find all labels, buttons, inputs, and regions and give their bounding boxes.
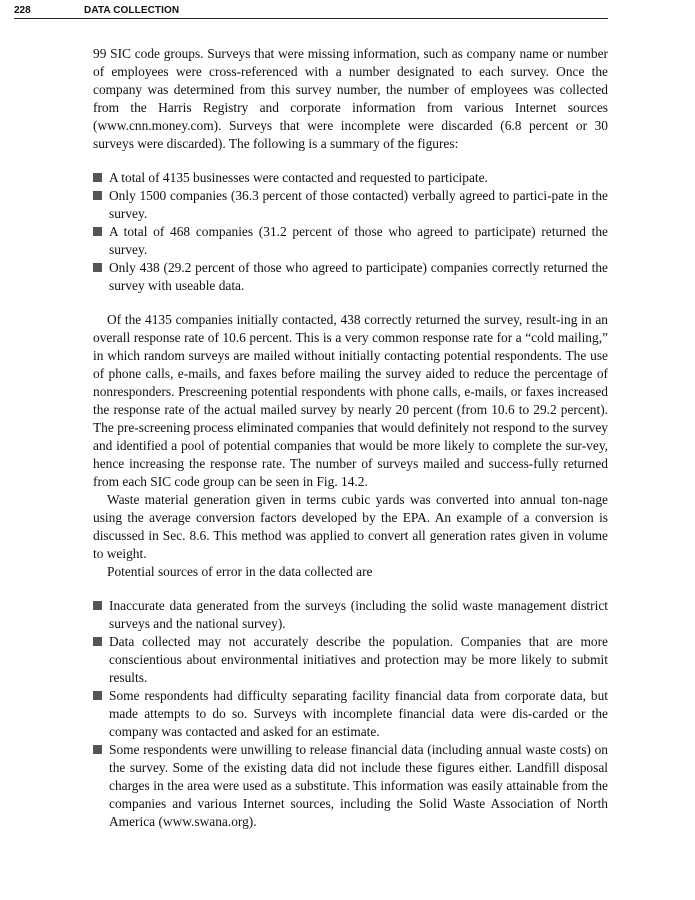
bullet-square-icon: [93, 263, 102, 272]
section-title: DATA COLLECTION: [84, 5, 180, 16]
paragraph-error-intro: Potential sources of error in the data collected are: [107, 564, 373, 579]
list-item: Inaccurate data generated from the surveys (including the solid waste management district surveys and the national survey).: [93, 597, 608, 633]
paragraph-conversion: Waste material generation given in terms cubic yards was converted into annual ton-nage using the average conversion factors developed by the EPA. An example of a conversion is discussed in Sec. 8.6. This method was applied to convert all generation rates given in volume to weight.: [93, 492, 608, 561]
list-item: A total of 4135 businesses were contacted and requested to participate.: [93, 169, 608, 187]
bullet-square-icon: [93, 227, 102, 236]
list-item: Only 1500 companies (36.3 percent of those contacted) verbally agreed to partici-pate in the survey.: [93, 187, 608, 223]
error-sources-list: [93, 597, 608, 831]
bullet-square-icon: [93, 637, 102, 646]
list-item: A total of 468 companies (31.2 percent of those who agreed to participate) returned the survey.: [93, 223, 608, 259]
running-header: [14, 4, 608, 19]
bullet-square-icon: [93, 601, 102, 610]
list-item: Some respondents had difficulty separating facility financial data from corporate data, but made attempts to do so. Surveys with incomplete financial data were dis-carded or the company was contacted and asked for an estimate.: [93, 687, 608, 741]
body-text: [93, 45, 608, 831]
bullet-square-icon: [93, 691, 102, 700]
bullet-square-icon: [93, 173, 102, 182]
paragraph-response-rate: Of the 4135 companies initially contacted, 438 correctly returned the survey, result-ing in an overall response rate of 10.6 percent. This is a very common response rate for a “cold mailing,” in which random surveys are mailed without initially contacting potential respondents. The use of phone calls, e-mails, and faxes before mailing the survey aided to reduce the percentage of nonresponders. Prescreening potential respondents with phone calls, e-mails, or faxes increased the response rate of the actual mailed survey by nearly 20 percent (from 10.6 to 29.2 percent). The pre-screening process eliminated companies that would definitely not respond to the survey and identified a pool of potential companies that would be more likely to complete the sur-vey, hence increasing the response rate. The number of surveys mailed and success-fully returned from each SIC code group can be seen in Fig. 14.2.: [93, 312, 608, 489]
bullet-square-icon: [93, 745, 102, 754]
paragraph-intro: 99 SIC code groups. Surveys that were missing information, such as company name or number of employees were cross-referenced with a number designated to each survey. Once the company was determined from this survey number, the number of employees was collected from the Harris Registry and corporate information from various Internet sources (www.cnn.money.com). Surveys that were incomplete were discarded (6.8 percent or 30 surveys were discarded). The following is a summary of the figures:: [93, 46, 608, 151]
figures-summary-list: [93, 169, 608, 295]
list-item: Some respondents were unwilling to release financial data (including annual waste costs) on the survey. Some of the existing data did not include these figures either. Landfill disposal charges in the area were used as a substitute. This information was easily attainable from the companies and various Internet sources, including the Solid Waste Association of North America (www.swana.org).: [93, 741, 608, 831]
page-number: 228: [14, 5, 31, 16]
list-item: Data collected may not accurately describe the population. Companies that are more conscientious about environmental initiatives and protection may be more likely to submit results.: [93, 633, 608, 687]
bullet-square-icon: [93, 191, 102, 200]
list-item: Only 438 (29.2 percent of those who agreed to participate) companies correctly returned the survey with useable data.: [93, 259, 608, 295]
